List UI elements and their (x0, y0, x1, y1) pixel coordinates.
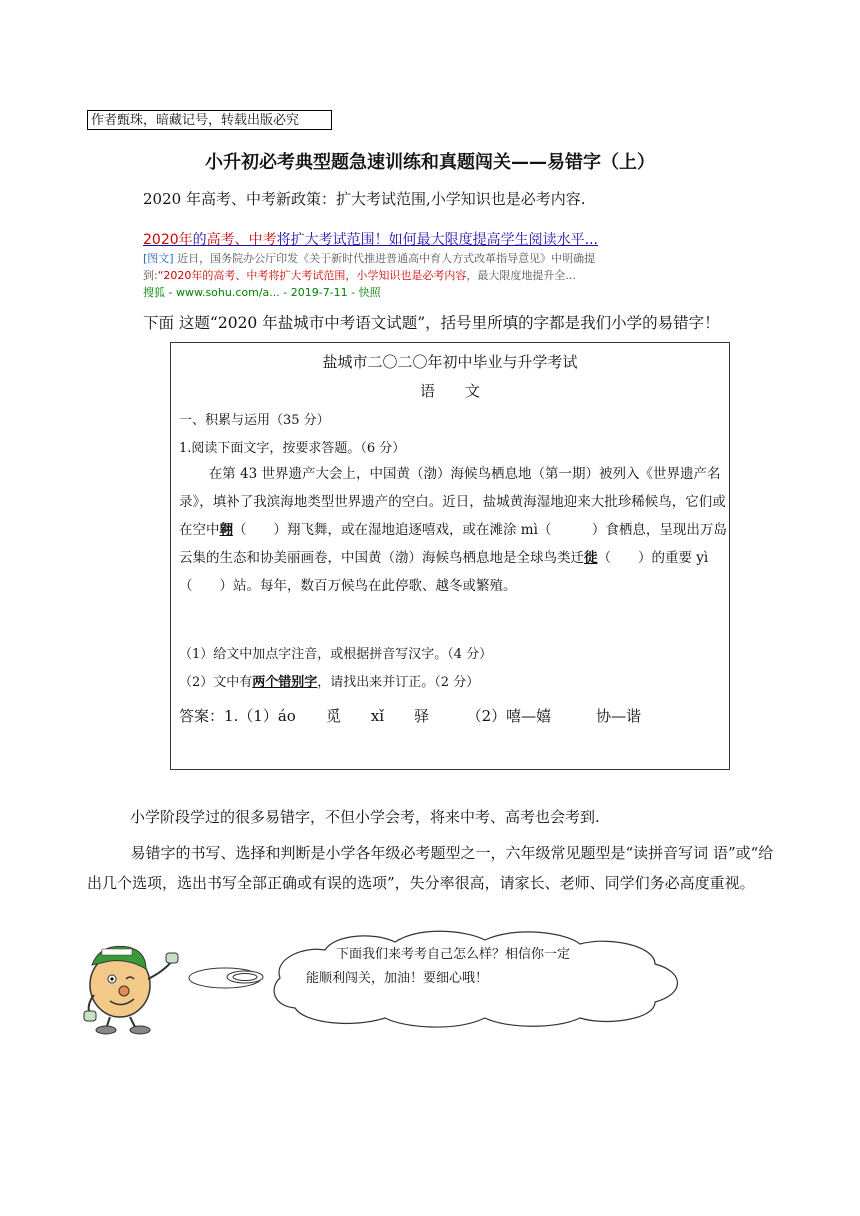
exam-subquestion-2 (179, 671, 479, 690)
passage-part-3: （ ）的重要 yì（ ）站。每年，数百万候鸟在此停歌、越冬或繁殖。 (179, 550, 709, 594)
search-result-headline[interactable] (143, 230, 643, 250)
exam-subject: 语 文 (419, 382, 480, 400)
exam-section: 一、积累与运用（35 分） (179, 413, 330, 428)
intro-text: 2020 年高考、中考新政策：扩大考试范围,小学知识也是必考内容. (143, 190, 586, 208)
marked-word-1: 翱 (219, 522, 233, 538)
paragraph-2: 易错字的书写、选择和判断是小学各年级必考题型之一，六年级常见题型是“读拼音写词 语”或“给出几个选项，选出书写全部正确或有误的选项”，失分率很高，请家长、老师、同学们务必高度重视。 (87, 844, 774, 892)
snippet-line-2c: ，最大限度地提升全... (466, 269, 576, 282)
headline-exams: 高考、中考 (206, 232, 277, 248)
exam-heading: 盐城市二〇二〇年初中毕业与升学考试 (322, 353, 578, 371)
headline-rest: 将扩大考试范围！如何最大限度提高学生阅读水平... (276, 232, 598, 248)
search-result-line-2 (143, 267, 643, 284)
passage-part-2: （ ）翔飞舞，或在湿地追逐嘻戏，或在滩涂 mì（ ）食栖息，呈现出万岛云集的生态和协美丽画卷，中国黄（渤）海候鸟栖息地是全球鸟类迁 (179, 522, 727, 566)
author-note-box (87, 110, 332, 130)
cloud-line-1: 下面我们来考考自己怎么样？相信你一定 (336, 947, 571, 962)
snippet-line-2a: 到: (143, 269, 158, 282)
lead-text: 下面 这题“2020 年盐城市中考语文试题”，括号里所填的字都是我们小学的易错字！ (143, 314, 720, 332)
subquestion-2-bold: 两个错别字 (252, 675, 318, 690)
snippet-line-2b: “2020年的高考、中考将扩大考试范围，小学知识也是必考内容 (157, 269, 467, 282)
author-note: 作者甄珠，暗藏记号，转载出版必究 (91, 113, 300, 128)
headline-de: 的 (192, 232, 207, 248)
headline-year: 2020年 (143, 232, 193, 248)
exam-passage (179, 460, 727, 600)
exam-subquestion-1: （1）给文中加点字注音，或根据拼音写汉字。（4 分） (179, 647, 493, 662)
search-result-source[interactable]: 搜狐 - www.sohu.com/a... - 2019-7-11 - 快照 (143, 286, 381, 299)
image-text-tag: [图文] (143, 252, 174, 265)
exam-answer: 答案：1.（1）áo 觅 xǐ 驿 （2）嘻—嬉 协—谐 (179, 707, 642, 725)
marked-word-2: 徙 (584, 550, 598, 566)
cartoon-mascot-icon (80, 935, 190, 1035)
subquestion-2-c: ，请找出来并订正。（2 分） (317, 675, 480, 690)
cloud-line-2: 能顺利闯关，加油！要细心哦！ (306, 971, 489, 986)
subquestion-2-a: （2）文中有 (179, 675, 253, 690)
paragraph-1: 小学阶段学过的很多易错字，不但小学会考，将来中考、高考也会考到. (130, 808, 600, 826)
passage-part-1: 在第 43 世界遗产大会上，中国黄（渤）海候鸟栖息地（第一期）被列入《世界遗产名录》，填补了我滨海地类型世界遗产的空白。近日，盐城黄海湿地迎来大批珍稀候鸟，它们或在空中 (179, 466, 726, 538)
search-result-snippet[interactable] (143, 230, 643, 301)
exam-question-1: 1.阅读下面文字，按要求答题。（6 分） (179, 441, 406, 456)
search-result-line-1 (143, 250, 643, 267)
page-title: 小升初必考典型题急速训练和真题闯关——易错字（上） (205, 152, 655, 173)
snippet-line-1: 近日，国务院办公厅印发《关于新时代推进普通高中育人方式改革指导意见》中明确提 (177, 252, 596, 265)
exam-box (170, 342, 730, 770)
